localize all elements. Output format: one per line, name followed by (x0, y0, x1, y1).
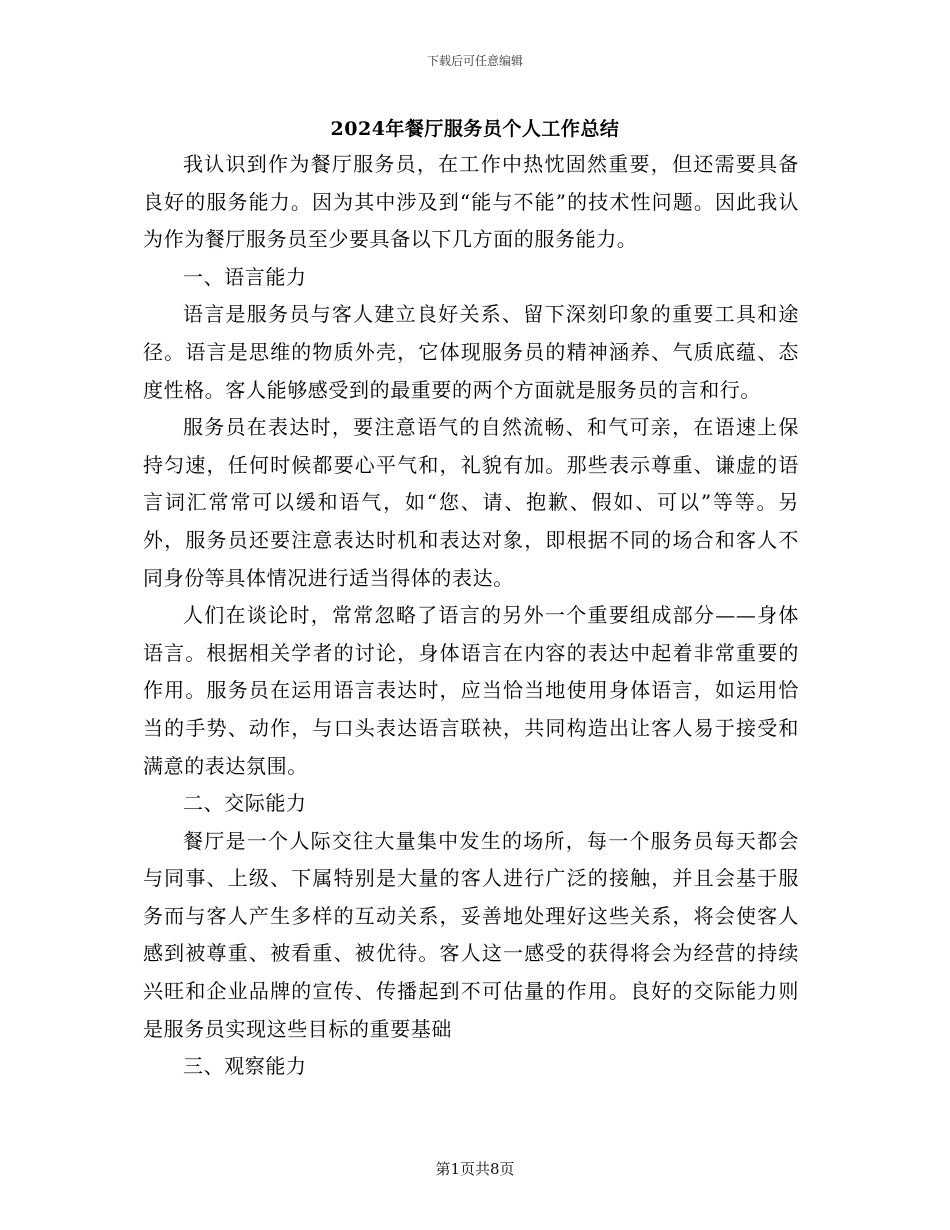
paragraph-intro: 我认识到作为餐厅服务员，在工作中热忱固然重要，但还需要具备良好的服务能力。因为其中涉及到“能与不能”的技术性问题。因此我认为作为餐厅服务员至少要具备以下几方面的服务能力。 (143, 152, 799, 252)
document-title: 2024年餐厅服务员个人工作总结 (330, 118, 620, 140)
section-heading-observation: 三、观察能力 (183, 1054, 307, 1079)
paragraph-language-expression: 服务员在表达时，要注意语气的自然流畅、和气可亲，在语速上保持匀速，任何时候都要心平气和，礼貌有加。那些表示尊重、谦虚的语言词汇常常可以缓和语气，如“您、请、抱歉、假如、可以”等等。另外，服务员还要注意表达时机和表达对象，即根据不同的场合和客人不同身份等具体情况进行适当得体的表达。 (143, 415, 799, 590)
page-number: 第1页共8页 (435, 1160, 515, 1178)
section-heading-social: 二、交际能力 (183, 791, 307, 816)
header-note: 下载后可任意编辑 (426, 54, 523, 68)
paragraph-social-ability: 餐厅是一个人际交往大量集中发生的场所，每一个服务员每天都会与同事、上级、下属特别是大量的客人进行广泛的接触，并且会基于服务而与客人产生多样的互动关系，妥善地处理好这些关系，将会使客人感到被尊重、被看重、被优待。客人这一感受的获得将会为经营的持续兴旺和企业品牌的宣传、传播起到不可估量的作用。良好的交际能力则是服务员实现这些目标的重要基础 (143, 828, 799, 1041)
document-body (143, 146, 799, 1086)
paragraph-language-importance: 语言是服务员与客人建立良好关系、留下深刻印象的重要工具和途径。语言是思维的物质外壳，它体现服务员的精神涵养、气质底蕴、态度性格。客人能够感受到的最重要的两个方面就是服务员的言和行。 (143, 302, 799, 402)
section-heading-language: 一、语言能力 (183, 264, 307, 289)
paragraph-body-language: 人们在谈论时，常常忽略了语言的另外一个重要组成部分——身体语言。根据相关学者的讨论，身体语言在内容的表达中起着非常重要的作用。服务员在运用语言表达时，应当恰当地使用身体语言，如运用恰当的手势、动作，与口头表达语言联袂，共同构造出让客人易于接受和满意的表达氛围。 (143, 603, 799, 778)
